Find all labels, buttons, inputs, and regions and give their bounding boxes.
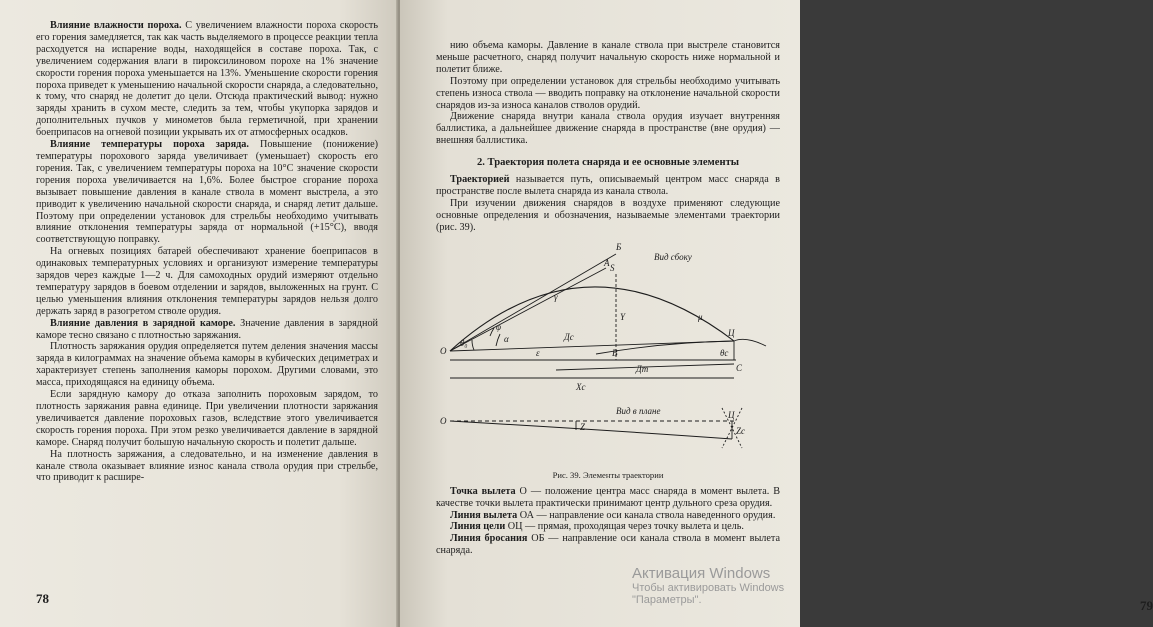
figure-caption: Рис. 39. Элементы траектории [552,469,664,480]
paragraph-lead: Линия вылета [450,509,518,521]
paragraph-body: Повышение (понижение) температуры порохового заряда увеличивает (уменьшает) скорость его горения. Так, с увеличением температуры пороха на 10°С значение скорости горения пороха увеличивается на 1,6%. Более быстрое сгорание пороха вызывает повышение давления в канале ствола в момент выстрела, а это приводит к увеличению начальной скорости снаряда, и снаряд летит дальше. Поэтому при определении установок для стрельбы необходимо учитывать влияние отклонения температуры заряда от нормальной (+15°С), вводя соответствующую поправку. [36,139,378,246]
paragraph [436,111,780,147]
left-page [0,0,398,627]
label-epsilon: ε [536,347,540,358]
paragraph-body: называется путь, описываемый центром масс снаряда в пространстве после вылета снаряда из канала ствола. [436,174,780,198]
paragraph-lead: Точка вылета [450,485,516,497]
line-of-departure-ob [450,254,616,351]
watermark-line-2: Чтобы активировать Windows [632,582,785,594]
point-a: А [604,257,610,268]
paragraph-body: Значение давления в зарядной каморе тесно связано с плотностью заряжания. [36,317,378,341]
paragraph-lead: Влияние температуры пороха заряда. [50,139,249,151]
line-of-fire-oa [450,268,606,351]
paragraph-body: ОЦ — прямая, проходящая через точку вылета и цель. [505,521,744,533]
label-thetac: θс [720,347,729,358]
point-o: О [440,345,447,356]
watermark-line-3: "Параметры". [632,594,702,606]
paragraph-body: О — положение центра масс снаряда в момент вылета. В качестве точки вылета практически принимают центр дульного среза орудия. [436,485,781,509]
paragraph-body: ОА — направление оси канала ствола наведенного орудия. [517,509,776,521]
label-y: Y [620,311,626,322]
paragraph-body: На плотность заряжания, а следовательно, и на изменение давления в канале ствола оказывает влияние износ канала ствола орудия при стрельбе, что приводит к расшире- [36,448,378,484]
alpha-arc [496,334,500,346]
watermark-line-1: Активация Windows [632,565,771,582]
label-dt: Дт [636,363,649,374]
paragraph-body: нию объема каморы. Давление в канале ствола при выстреле становится меньше расчетного, снаряд получит начальную скорость ниже нормальной и полетит ближе. [436,40,780,75]
paragraph-lead: Влияние влажности пороха. [50,20,182,31]
paragraph [436,486,780,510]
paragraph [436,174,780,198]
label-plan-view: Вид в плане [616,405,661,416]
theta-arc [472,340,474,350]
paragraph [436,510,780,522]
paragraph [436,198,780,234]
paragraph-lead: Линия бросания [450,533,528,545]
paragraph [436,521,780,533]
paragraph-body: При изучении движения снарядов в воздухе применяют следующие основные определения и обозначения, называемые элементами траектории (рис. 39). [436,197,780,233]
label-zc: Zс [736,425,745,436]
paragraph-body: На огневых позициях батарей обеспечивают хранение боеприпасов в одинаковых температурных условиях и организуют измерение температуры зарядов через каждые 1—2 ч. Для самоходных орудий измеряют отдельно температуру зарядов в боевом отделении и зарядов, выложенных на грунт. С целью уменьшения влияния отклонения температуры зарядов нельзя долго держать заряд в разогретом стволе орудия. [36,246,378,317]
right-page-bottom-text [436,486,780,557]
right-page-number: 79 [1140,598,1153,613]
label-z: Z [580,421,586,432]
point-c: Ц [728,327,735,338]
paragraph-lead: Линия цели [450,521,506,533]
paragraph [36,139,378,246]
paragraph [436,40,780,76]
label-side-view: Вид сбоку [654,251,692,262]
paragraph-body: Поэтому при определении установок для стрельбы необходимо учитывать степень износа ствола — вводить поправку на отклонение начальной скорости снарядов из-за износа каналов стволов орудий. [436,75,780,111]
left-page-text [36,20,378,484]
right-page-top-text [436,40,780,147]
label-theta0: θ₀ [460,337,468,348]
trajectory-curve [450,287,734,351]
plan-trajectory [450,421,732,439]
left-page-number: 78 [36,591,49,606]
section-title: 2. Траектория полета снаряда и ее основные элементы [476,157,740,169]
paragraph-body: Движение снаряда внутри канала ствола орудия изучает внутренняя баллистика, а дальнейшее движение снаряда в пространстве (вне орудия) — внешняя баллистика. [436,111,780,147]
label-mu: μ [698,311,703,322]
point-b: Б [616,241,622,252]
windows-activation-watermark [632,565,784,606]
right-page [400,0,1153,627]
terrain-line [596,339,766,354]
paragraph [436,533,780,557]
label-gamma: γ [554,291,558,302]
trajectory-diagram [436,238,776,468]
paragraph [36,341,378,389]
paragraph-lead: Влияние давления в зарядной каморе. [50,317,236,329]
label-xc: Хс [576,381,586,392]
point-cc: С [736,362,743,373]
paragraph-body: Если зарядную камору до отказа заполнить пороховым зарядом, то плотность заряжания равна единице. При увеличении плотности заряжания увеличивается давление пороховых газов, вследствие этого увеличивается скорость горения пороха. При этом резко увеличивается давление в зарядной каморе. Снаряд получит большую начальную скорость и полетит дальше. [36,389,378,448]
paragraph-body: ОБ — направление оси канала ствола в момент вылета снаряда. [436,533,780,557]
paragraph [36,449,378,485]
plan-point-c: Ц [728,409,735,420]
right-page-mid-text [436,174,780,234]
label-dc: Дс [564,331,574,342]
point-v: В [612,347,618,358]
plan-point-o: О [440,415,447,426]
paragraph [36,389,378,449]
paragraph [36,20,378,139]
trajectory-figure [436,238,776,468]
paragraph [436,76,780,112]
point-s: S [610,262,615,273]
paragraph [36,318,378,342]
paragraph-lead: Траекторией [450,174,510,186]
paragraph-body: С увеличением влажности пороха скорость его горения замедляется, так как часть выделяемого в процессе реакции тепла расходуется на испарение воды, находящейся в составе пороха. Так, с увеличением содержания влаги в пироксилиновом порохе на 1% значение скорости горения пороха уменьшается на 13%. Уменьшение скорости горения пороха приведет к уменьшению начальной скорости снаряда, а следовательно, к тому, что снаряд не долетит до цели. Отсюда практический вывод: нужно заряды хранить в сухом месте, следить за тем, чтобы укупорка зарядов и дополнительных пучков у минометов была герметичной, при хранении боеприпасов на огневой позиции укрывать их от атмосферных осадков. [36,20,378,139]
label-alpha: α [504,333,509,344]
label-phi: φ [496,321,501,332]
paragraph-body: Плотность заряжания орудия определяется путем деления значения массы заряда в килограммах на значение объема каморы в кубических дециметрах и характеризует степень заполнения каморы порохом. Другими словами, это масса, приходящаяся на единицу объема. [36,341,378,389]
paragraph [36,246,378,317]
